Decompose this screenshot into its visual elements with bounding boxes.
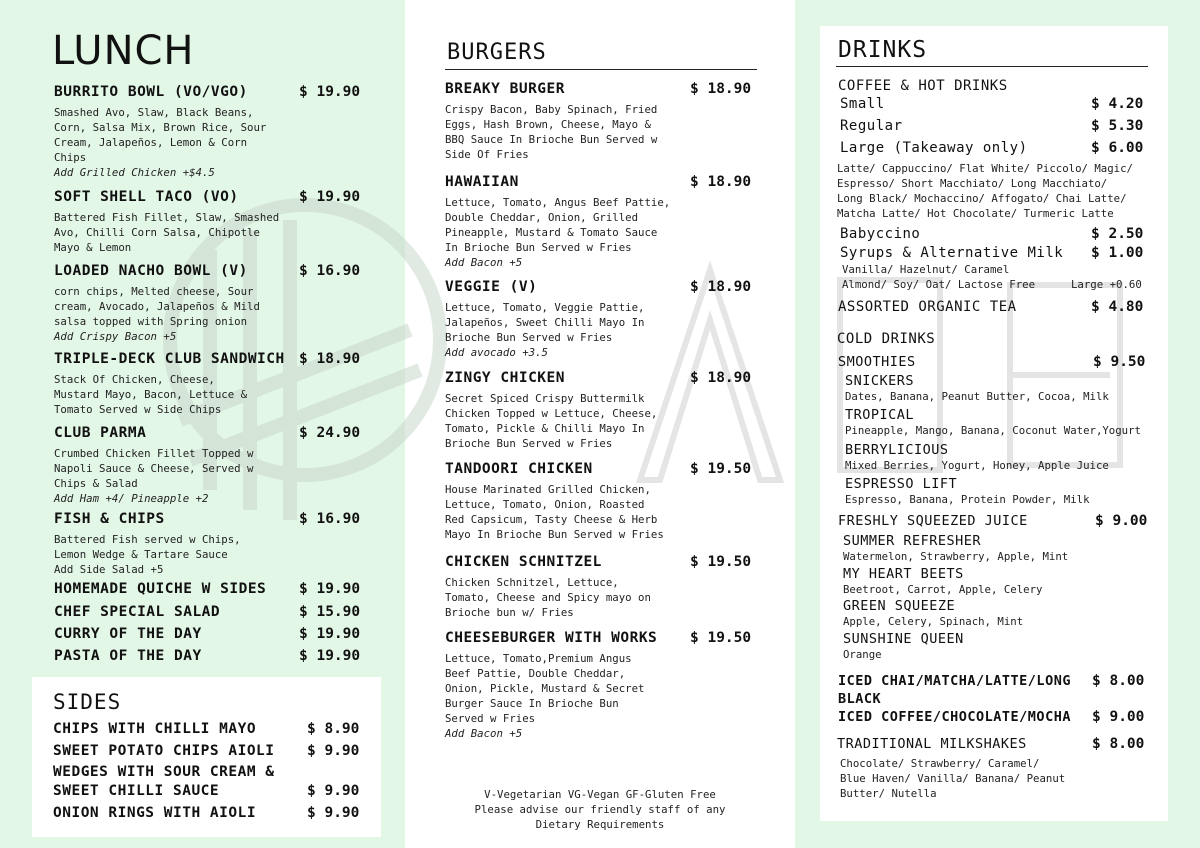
menu-item-name: SOFT SHELL TACO (VO) (54, 189, 239, 205)
menu-item-price: $ 9.90 (307, 783, 360, 799)
menu-item-description: Mayo In Brioche Bun Served w Fries (445, 528, 664, 541)
menu-item-name: CHIPS WITH CHILLI MAYO (53, 721, 257, 737)
menu-item-description: Tomato, Pickle & Chilli Mayo In (445, 422, 645, 435)
menu-item-price: $ 18.90 (299, 351, 361, 367)
menu-item-price: $ 16.90 (299, 511, 361, 527)
milkshakes-price: $ 8.00 (1092, 736, 1145, 752)
drink-item-name: BERRYLICIOUS (845, 442, 949, 458)
menu-item-description: Brioche Bun Served w Fries (445, 331, 613, 344)
menu-item-addon: Add avocado +3.5 (445, 346, 548, 359)
menu-item-description: Onion, Pickle, Mustard & Secret (445, 682, 645, 695)
menu-item-description: Battered Fish Fillet, Slaw, Smashed (54, 211, 280, 224)
menu-item-price: $ 19.90 (299, 581, 361, 597)
menu-item-name: ZINGY CHICKEN (445, 370, 565, 386)
menu-item-description: Crispy Bacon, Baby Spinach, Fried (445, 103, 658, 116)
menu-item-name: BREAKY BURGER (445, 81, 565, 97)
menu-item-name: CURRY OF THE DAY (54, 626, 202, 642)
cold-drinks-title: COLD DRINKS (837, 331, 936, 347)
iced-chai-item: ICED CHAI/MATCHA/LATTE/LONG (838, 673, 1071, 689)
coffee-size-small-price: $ 4.20 (1091, 96, 1144, 112)
drink-item-name: SUMMER REFRESHER (843, 533, 982, 549)
menu-item-price: $ 19.50 (690, 630, 752, 646)
menu-item-name: BURRITO BOWL (VO/VGO) (54, 84, 248, 100)
menu-item-description: Battered Fish served w Chips, (54, 533, 241, 546)
menu-item-name: HOMEMADE QUICHE W SIDES (54, 581, 267, 597)
juice-price: $ 9.00 (1095, 513, 1148, 529)
drink-item-name: ESPRESSO LIFT (845, 476, 958, 492)
syrups-milk-price: $ 1.00 (1091, 245, 1144, 261)
drink-item-description: Orange (843, 648, 882, 661)
menu-item-description: Secret Spiced Crispy Buttermilk (445, 392, 645, 405)
menu-item-description: Pineapple, Mustard & Tomato Sauce (445, 226, 658, 239)
organic-tea-price: $ 4.80 (1091, 299, 1144, 315)
menu-item-addon: Add Bacon +5 (445, 256, 523, 269)
menu-item-description: Chips (54, 151, 87, 164)
menu-item-description: Avo, Chilli Corn Salsa, Chipotle (54, 226, 260, 239)
menu-item-name: CHICKEN SCHNITZEL (445, 554, 602, 570)
menu-item-description: Tomato, Cheese and Spicy mayo on (445, 591, 651, 604)
drink-item-description: Watermelon, Strawberry, Apple, Mint (843, 550, 1069, 563)
menu-item-description: Eggs, Hash Brown, Cheese, Mayo & (445, 118, 651, 131)
menu-item-price: $ 19.90 (299, 648, 361, 664)
menu-item-price: $ 15.90 (299, 604, 361, 620)
babyccino: Babyccino (840, 226, 921, 242)
lunch-title: LUNCH (52, 28, 195, 74)
coffee-types: Latte/ Cappuccino/ Flat White/ Piccolo/ Magic/ Espresso/ Short Macchiato/ Long Macchiato/ Long Black/ Mochaccino/ Affogato/ Chai Latte/ Matcha Latte/ Hot Chocolate/ Turmeric Latte (837, 162, 1133, 220)
menu-item-name: CHEESEBURGER WITH WORKS (445, 630, 658, 646)
menu-item-description: Beef Pattie, Double Cheddar, (445, 667, 626, 680)
menu-item-description: House Marinated Grilled Chicken, (445, 483, 651, 496)
menu-item-addon: Add Crispy Bacon +5 (54, 330, 177, 343)
milkshakes-title: TRADITIONAL MILKSHAKES (837, 736, 1027, 752)
menu-item-price: $ 9.90 (307, 743, 360, 759)
menu-item-price: $ 19.50 (690, 554, 752, 570)
menu-item-description: Smashed Avo, Slaw, Black Beans, (54, 106, 254, 119)
drink-item-description: Beetroot, Carrot, Apple, Celery (843, 583, 1043, 596)
menu-item-description: Lettuce, Tomato, Veggie Pattie, (445, 301, 645, 314)
drink-item-description: Espresso, Banana, Protein Powder, Milk (845, 493, 1090, 506)
drink-item-name: TROPICAL (845, 407, 915, 423)
sides-title: SIDES (53, 690, 122, 714)
iced-coffee-price: $ 9.00 (1092, 709, 1145, 725)
burgers-title: BURGERS (447, 40, 547, 65)
menu-item-price: $ 16.90 (299, 263, 361, 279)
smoothies-title: SMOOTHIES (838, 354, 916, 370)
menu-item-description: Add Side Salad +5 (54, 563, 164, 576)
coffee-size-small: Small (840, 96, 885, 112)
menu-item-name: ONION RINGS WITH AIOLI (53, 805, 257, 821)
menu-item-price: $ 19.90 (299, 626, 361, 642)
coffee-section-title: COFFEE & HOT DRINKS (838, 78, 1008, 94)
menu-item-name: VEGGIE (V) (445, 279, 538, 295)
menu-item-description: Lettuce, Tomato, Angus Beef Pattie, (445, 196, 671, 209)
menu-item-price: $ 8.90 (307, 721, 360, 737)
drink-item-name: GREEN SQUEEZE (843, 598, 956, 614)
drink-item-name: SUNSHINE QUEEN (843, 631, 964, 647)
menu-item-name: CHEF SPECIAL SALAD (54, 604, 221, 620)
menu-item-name: PASTA OF THE DAY (54, 648, 202, 664)
milkshake-flavours: Chocolate/ Strawberry/ Caramel/ Blue Haven/ Vanilla/ Banana/ Peanut Butter/ Nutella (840, 757, 1066, 800)
menu-item-description: In Brioche Bun Served w Fries (445, 241, 632, 254)
iced-chai-price: $ 8.00 (1092, 673, 1145, 689)
menu-item-price: $ 18.90 (690, 174, 752, 190)
drinks-title: DRINKS (838, 37, 928, 63)
smoothies-price: $ 9.50 (1093, 354, 1146, 370)
menu-item-price: $ 18.90 (690, 81, 752, 97)
drink-item-description: Pineapple, Mango, Banana, Coconut Water,Yogurt (845, 424, 1141, 437)
menu-item-description: corn chips, Melted cheese, Sour (54, 285, 254, 298)
menu-item-name: CLUB PARMA (54, 425, 147, 441)
drink-item-name: SNICKERS (845, 373, 915, 389)
menu-item-description: BBQ Sauce In Brioche Bun Served w (445, 133, 658, 146)
menu-item-price: $ 19.50 (690, 461, 752, 477)
drink-item-name: MY HEART BEETS (843, 566, 964, 582)
menu-item-name: LOADED NACHO BOWL (V) (54, 263, 248, 279)
menu-item-addon: Add Bacon +5 (445, 727, 523, 740)
drink-item-description: Mixed Berries, Yogurt, Honey, Apple Juice (845, 459, 1109, 472)
menu-item-name: SWEET POTATO CHIPS AIOLI (53, 743, 275, 759)
menu-item-description: Side Of Fries (445, 148, 529, 161)
menu-item-price: $ 18.90 (690, 370, 752, 386)
menu-item-description: Chicken Topped w Lettuce, Cheese, (445, 407, 658, 420)
menu-item-name: TANDOORI CHICKEN (445, 461, 593, 477)
menu-item-description: Chips & Salad (54, 477, 138, 490)
menu-item-name: HAWAIIAN (445, 174, 519, 190)
coffee-size-large-price: $ 6.00 (1091, 140, 1144, 156)
menu-item-price: $ 24.90 (299, 425, 361, 441)
menu-item-name: TRIPLE-DECK CLUB SANDWICH (54, 351, 285, 367)
babyccino-price: $ 2.50 (1091, 226, 1144, 242)
syrups-list: Vanilla/ Hazelnut/ Caramel (842, 263, 1010, 276)
menu-item-description: Burger Sauce In Brioche Bun (445, 697, 619, 710)
menu-item-description: Brioche bun w/ Fries (445, 606, 574, 619)
menu-item-price: $ 19.90 (299, 189, 361, 205)
menu-item-description: cream, Avocado, Jalapeños & Mild (54, 300, 260, 313)
coffee-size-large: Large (Takeaway only) (840, 140, 1028, 156)
menu-item-addon: Add Ham +4/ Pineapple +2 (54, 492, 209, 505)
juice-title: FRESHLY SQUEEZED JUICE (838, 513, 1028, 529)
menu-item-description: Chicken Schnitzel, Lettuce, (445, 576, 619, 589)
menu-item-description: Crumbed Chicken Fillet Topped w (54, 447, 254, 460)
drinks-title-rule (836, 66, 1148, 67)
drink-item-description: Apple, Celery, Spinach, Mint (843, 615, 1024, 628)
dietary-footnote: V-Vegetarian VG-Vegan GF-Gluten Free Please advise our friendly staff of any Dietary Requirements (474, 788, 726, 831)
iced-chai-item-line2: BLACK (838, 691, 882, 707)
syrups-milk: Syrups & Alternative Milk (840, 245, 1064, 261)
menu-item-description: Stack Of Chicken, Cheese, (54, 373, 215, 386)
alt-milk-large-surcharge: Large +0.60 (1071, 278, 1142, 291)
menu-item-name: SWEET CHILLI SAUCE (53, 783, 220, 799)
organic-tea: ASSORTED ORGANIC TEA (838, 299, 1017, 315)
burgers-title-rule (445, 69, 757, 70)
menu-item-description: Mayo & Lemon (54, 241, 132, 254)
menu-item-description: Served w Fries (445, 712, 536, 725)
menu-item-description: Lettuce, Tomato,Premium Angus (445, 652, 632, 665)
menu-item-price: $ 9.90 (307, 805, 360, 821)
menu-item-description: salsa topped with Spring onion (54, 315, 248, 328)
menu-item-name: FISH & CHIPS (54, 511, 165, 527)
menu-item-description: Red Capsicum, Tasty Cheese & Herb (445, 513, 658, 526)
menu-item-description: Brioche Bun Served w Fries (445, 437, 613, 450)
iced-coffee-item: ICED COFFEE/CHOCOLATE/MOCHA (838, 709, 1071, 725)
menu-item-description: Double Cheddar, Onion, Grilled (445, 211, 639, 224)
coffee-size-regular: Regular (840, 118, 903, 134)
menu-item-name: WEDGES WITH SOUR CREAM & (53, 764, 275, 780)
menu-item-description: Mustard Mayo, Bacon, Lettuce & (54, 388, 248, 401)
menu-item-description: Napoli Sauce & Cheese, Served w (54, 462, 254, 475)
menu-item-description: Jalapeños, Sweet Chilli Mayo In (445, 316, 645, 329)
menu-item-addon: Add Grilled Chicken +$4.5 (54, 166, 215, 179)
alt-milk-list: Almond/ Soy/ Oat/ Lactose Free (842, 278, 1036, 291)
menu-item-price: $ 18.90 (690, 279, 752, 295)
menu-item-description: Lettuce, Tomato, Onion, Roasted (445, 498, 645, 511)
menu-item-description: Lemon Wedge & Tartare Sauce (54, 548, 228, 561)
drink-item-description: Dates, Banana, Peanut Butter, Cocoa, Milk (845, 390, 1109, 403)
coffee-size-regular-price: $ 5.30 (1091, 118, 1144, 134)
menu-item-price: $ 19.90 (299, 84, 361, 100)
menu-item-description: Cream, Jalapeños, Lemon & Corn (54, 136, 248, 149)
menu-item-description: Tomato Served w Side Chips (54, 403, 222, 416)
menu-item-description: Corn, Salsa Mix, Brown Rice, Sour (54, 121, 267, 134)
